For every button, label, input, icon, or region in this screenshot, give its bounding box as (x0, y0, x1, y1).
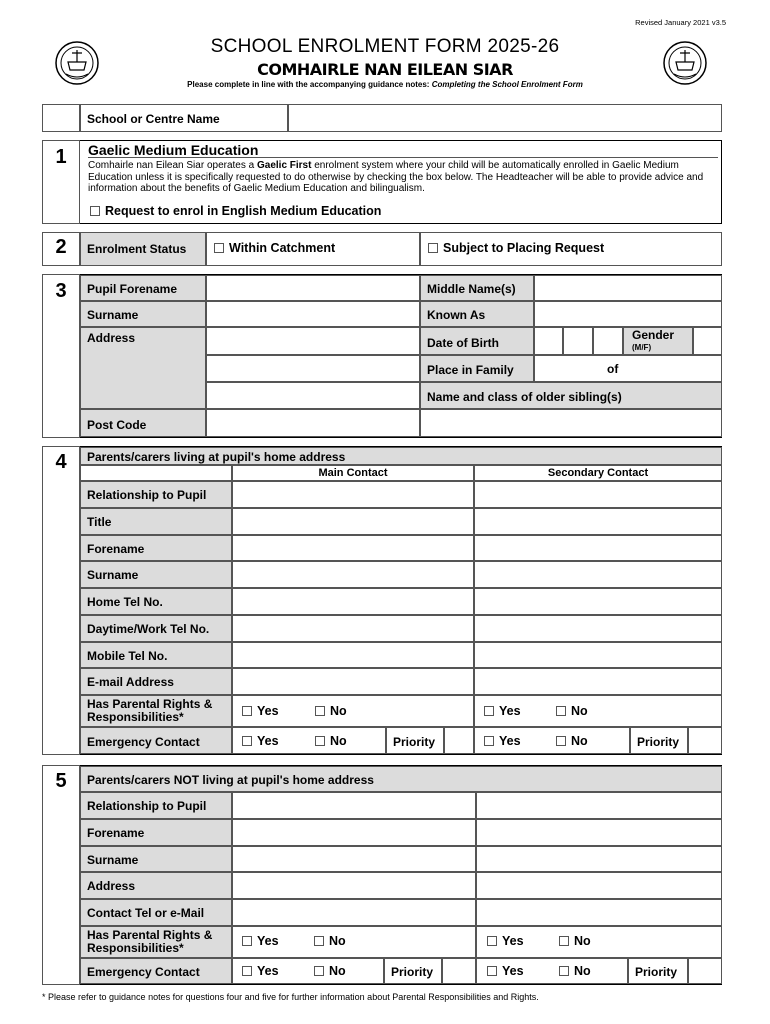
checkbox-icon[interactable] (428, 243, 438, 253)
s4-row-label: Relationship to Pupil (80, 481, 232, 508)
s4-main-contact-input[interactable] (232, 668, 474, 695)
s5-main-contact-input[interactable] (232, 792, 476, 819)
address-label: Address (80, 327, 206, 409)
s4-row-label: Forename (80, 535, 232, 562)
s4-secondary-contact-input[interactable] (474, 535, 722, 562)
checkbox-icon[interactable] (214, 243, 224, 253)
pupil-forename-input[interactable] (206, 275, 420, 301)
yes-label: Yes (257, 934, 279, 948)
s4-secondary-contact-input[interactable] (474, 588, 722, 615)
s5-main-emergency-no[interactable] (314, 964, 346, 978)
postcode-label: Post Code (80, 409, 206, 437)
no-label: No (574, 964, 591, 978)
s5-emergency-label: Emergency Contact (80, 958, 232, 984)
dob-day[interactable] (534, 327, 563, 355)
council-name: COMHAIRLE NAN EILEAN SIAR (257, 60, 513, 79)
gender-hint: (M/F) (632, 343, 652, 352)
pupil-forename-label: Pupil Forename (80, 275, 206, 301)
section-5-num-cell (42, 765, 80, 985)
s4-main-priority-input[interactable] (444, 727, 474, 754)
no-label: No (574, 934, 591, 948)
place-in-family-label: Place in Family (420, 355, 534, 382)
s4-main-contact-input[interactable] (232, 508, 474, 535)
form-title: SCHOOL ENROLMENT FORM 2025-26 (210, 36, 560, 57)
middle-name-label: Middle Name(s) (420, 275, 534, 301)
school-num-cell (42, 104, 80, 132)
school-name-input[interactable] (288, 104, 722, 132)
s4-secondary-contact-input[interactable] (474, 561, 722, 588)
s5-rights-label: Has Parental Rights & Responsibilities* (80, 926, 232, 958)
s4-row-label: Surname (80, 561, 232, 588)
s4-secondary-contact-input[interactable] (474, 615, 722, 642)
s4-main-contact-input[interactable] (232, 588, 474, 615)
s5-main-contact-input[interactable] (232, 819, 476, 846)
postcode-input[interactable] (206, 409, 420, 437)
no-label: No (571, 734, 588, 748)
s5-main-contact-input[interactable] (232, 872, 476, 899)
enrolment-status-label: Enrolment Status (80, 232, 206, 266)
s5-row-label: Contact Tel or e-Mail (80, 899, 232, 926)
checkbox-icon[interactable] (559, 966, 569, 976)
checkbox-icon[interactable] (315, 706, 325, 716)
s4-main-contact-input[interactable] (232, 481, 474, 508)
s4-header-blank (80, 465, 232, 481)
s4-secondary-contact-input[interactable] (474, 642, 722, 669)
secondary-contact-heading: Secondary Contact (547, 467, 649, 479)
s4-row-label: Home Tel No. (80, 588, 232, 615)
yes-label: Yes (257, 964, 279, 978)
address-line-2[interactable] (206, 355, 420, 382)
s4-main-contact-input[interactable] (232, 642, 474, 669)
section-5-number: 5 (55, 770, 67, 792)
instructions (0, 80, 770, 89)
dob-year[interactable] (593, 327, 623, 355)
s4-sec-priority-input[interactable] (688, 727, 722, 754)
known-as-input[interactable] (534, 301, 722, 327)
checkbox-icon[interactable] (487, 966, 497, 976)
s5-secondary-contact-input[interactable] (476, 846, 722, 873)
address-line-3[interactable] (206, 382, 420, 409)
checkbox-icon[interactable] (242, 966, 252, 976)
s5-main-emergency-yes[interactable] (242, 964, 279, 978)
s5-secondary-contact-input[interactable] (476, 872, 722, 899)
s5-sec-emergency-no[interactable] (559, 964, 591, 978)
checkbox-icon[interactable] (242, 936, 252, 946)
place-in-family-input[interactable] (534, 355, 722, 382)
known-as-label: Known As (420, 301, 534, 327)
no-label: No (329, 934, 346, 948)
gme-paragraph (88, 160, 716, 195)
section-2-number: 2 (55, 236, 67, 258)
s5-secondary-contact-input[interactable] (476, 819, 722, 846)
checkbox-icon[interactable] (314, 966, 324, 976)
gme-para-bold: Gaelic First (256, 160, 312, 171)
s5-sec-emergency-yes[interactable] (487, 964, 524, 978)
siblings-label: Name and class of older sibling(s) (420, 382, 722, 409)
surname-input[interactable] (206, 301, 420, 327)
gme-heading: Gaelic Medium Education (88, 142, 259, 158)
checkbox-icon[interactable] (484, 736, 494, 746)
checkbox-icon[interactable] (559, 936, 569, 946)
checkbox-icon[interactable] (242, 736, 252, 746)
s5-main-contact-input[interactable] (232, 899, 476, 926)
s5-secondary-contact-input[interactable] (476, 899, 722, 926)
checkbox-icon[interactable] (487, 936, 497, 946)
checkbox-icon[interactable] (315, 736, 325, 746)
checkbox-icon[interactable] (556, 706, 566, 716)
s5-sec-priority-input[interactable] (688, 958, 722, 984)
section-1-number: 1 (55, 146, 67, 168)
s4-row-label: Mobile Tel No. (80, 642, 232, 669)
yes-label: Yes (502, 934, 524, 948)
s5-main-priority-input[interactable] (442, 958, 476, 984)
s5-main-rights-no[interactable] (314, 934, 346, 948)
dob-month[interactable] (563, 327, 593, 355)
s4-main-emergency-yes[interactable] (242, 734, 279, 748)
no-label: No (330, 704, 347, 718)
s5-sec-priority-label: Priority (628, 958, 688, 984)
checkbox-icon[interactable] (242, 706, 252, 716)
s4-heading: Parents/carers living at pupil's home address (80, 447, 722, 465)
yes-label: Yes (502, 964, 524, 978)
s4-rights-label: Has Parental Rights & Responsibilities* (80, 695, 232, 727)
s4-main-emergency-no[interactable] (315, 734, 347, 748)
section-3-number: 3 (55, 280, 67, 302)
s4-sec-rights-yes[interactable] (484, 704, 521, 718)
s4-sec-emergency-no[interactable] (556, 734, 588, 748)
checkbox-icon[interactable] (484, 706, 494, 716)
english-medium-request[interactable] (90, 204, 381, 218)
s5-row-label: Relationship to Pupil (80, 792, 232, 819)
s4-sec-rights-no[interactable] (556, 704, 588, 718)
s4-sec-priority-label: Priority (630, 727, 688, 754)
checkbox-icon[interactable] (90, 206, 100, 216)
s5-row-label: Address (80, 872, 232, 899)
footnote: * Please refer to guidance notes for questions four and five for further information about Parental Responsibilities and Rights. (42, 992, 539, 1002)
surname-label: Surname (80, 301, 206, 327)
s4-secondary-contact-input[interactable] (474, 668, 722, 695)
gme-para-a: Comhairle nan Eilean Siar operates a (88, 160, 257, 171)
s5-main-rights-yes[interactable] (242, 934, 279, 948)
address-line-1[interactable] (206, 327, 420, 355)
s4-row-label: Daytime/Work Tel No. (80, 615, 232, 642)
revision-note: Revised January 2021 v3.5 (635, 18, 726, 27)
s4-secondary-contact-input[interactable] (474, 508, 722, 535)
instructions-text: Please complete in line with the accompanying guidance notes: (187, 80, 430, 89)
section-4-number: 4 (55, 451, 67, 473)
no-label: No (571, 704, 588, 718)
instructions-ref: Completing the School Enrolment Form (431, 80, 583, 89)
gender-text: Gender (632, 328, 675, 342)
section-4-num-cell (42, 446, 80, 755)
yes-label: Yes (257, 704, 279, 718)
s4-row-label: E-mail Address (80, 668, 232, 695)
within-catchment-label: Within Catchment (229, 241, 336, 255)
s4-row-label: Title (80, 508, 232, 535)
placing-request-option[interactable] (428, 241, 604, 255)
checkbox-icon[interactable] (556, 736, 566, 746)
yes-label: Yes (499, 734, 521, 748)
yes-label: Yes (257, 734, 279, 748)
no-label: No (330, 734, 347, 748)
s4-sec-emergency-yes[interactable] (484, 734, 521, 748)
gender-input[interactable] (693, 327, 722, 355)
s5-main-contact-input[interactable] (232, 846, 476, 873)
within-catchment-option[interactable] (214, 241, 335, 255)
school-name-label: School or Centre Name (80, 104, 288, 132)
s5-row-label: Forename (80, 819, 232, 846)
dob-label: Date of Birth (420, 327, 534, 355)
placing-request-label: Subject to Placing Request (443, 241, 605, 255)
s4-main-contact-input[interactable] (232, 561, 474, 588)
gme-para-b: enrolment system where your child will be automatically enrolled in Gaelic Medium Education unless it is specifically requested to do otherwise by checking the box below. The Headteacher will be able to provide advice and information about the benefits of Gaelic Medium Education and bilingualism. (88, 160, 704, 194)
s5-heading: Parents/carers NOT living at pupil's home address (80, 766, 722, 792)
main-contact-heading: Main Contact (318, 467, 388, 479)
s4-secondary-contact-input[interactable] (474, 481, 722, 508)
s4-main-priority-label: Priority (386, 727, 444, 754)
s4-main-rights-yes[interactable] (242, 704, 279, 718)
s5-main-priority-label: Priority (384, 958, 442, 984)
s4-emergency-label: Emergency Contact (80, 727, 232, 754)
s4-main-rights-no[interactable] (315, 704, 347, 718)
middle-name-input[interactable] (534, 275, 722, 301)
s4-main-contact-input[interactable] (232, 615, 474, 642)
checkbox-icon[interactable] (314, 936, 324, 946)
english-medium-label: Request to enrol in English Medium Education (105, 204, 382, 218)
place-of-text: of (607, 362, 619, 376)
s4-main-contact-input[interactable] (232, 535, 474, 562)
yes-label: Yes (499, 704, 521, 718)
no-label: No (329, 964, 346, 978)
s5-row-label: Surname (80, 846, 232, 873)
s5-sec-rights-yes[interactable] (487, 934, 524, 948)
s5-secondary-contact-input[interactable] (476, 792, 722, 819)
siblings-input[interactable] (420, 409, 722, 437)
gender-label (623, 327, 693, 355)
s5-sec-rights-no[interactable] (559, 934, 591, 948)
